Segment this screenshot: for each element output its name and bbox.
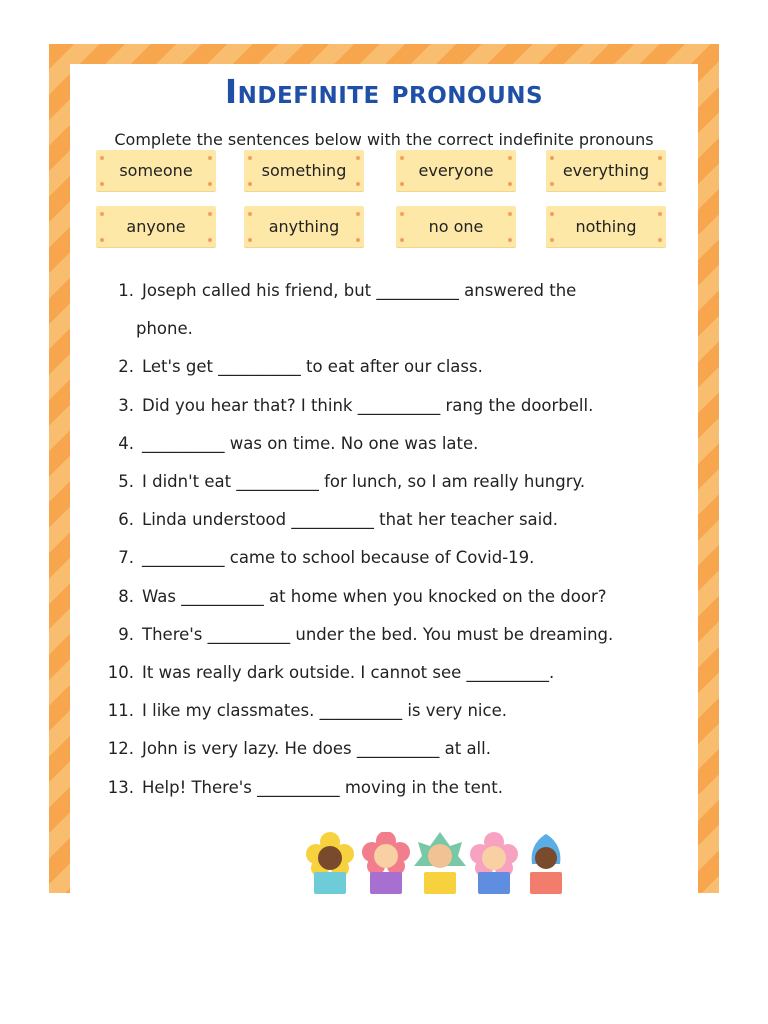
question-text: Was __________ at home when you knocked on the door? bbox=[142, 586, 607, 606]
question-list bbox=[92, 272, 682, 807]
word-card: someone bbox=[96, 150, 216, 191]
question-text: Did you hear that? I think __________ rang the doorbell. bbox=[142, 395, 594, 415]
word-card: no one bbox=[396, 206, 516, 247]
question-number: 4. bbox=[118, 433, 134, 453]
question-number: 2. bbox=[118, 357, 134, 377]
question-text: __________ came to school because of Covid-19. bbox=[142, 548, 535, 568]
flower-blue-icon bbox=[530, 834, 562, 894]
question-number: 6. bbox=[118, 510, 134, 530]
question-number: 13. bbox=[107, 777, 134, 797]
question-item bbox=[92, 348, 682, 386]
flower-pink-icon bbox=[362, 832, 410, 894]
question-item bbox=[92, 692, 682, 730]
question-number: 10. bbox=[107, 663, 134, 683]
question-item bbox=[92, 578, 682, 616]
question-text-continued: phone. bbox=[136, 319, 193, 339]
word-card: nothing bbox=[546, 206, 666, 247]
question-text: There's __________ under the bed. You must be dreaming. bbox=[142, 624, 614, 644]
question-item bbox=[92, 501, 682, 539]
flower-green-icon bbox=[414, 832, 466, 894]
question-text: Linda understood __________ that her teacher said. bbox=[142, 510, 558, 530]
worksheet-title: Indefinite pronouns bbox=[224, 72, 544, 111]
word-card: something bbox=[244, 150, 364, 191]
question-number: 1. bbox=[118, 281, 134, 300]
worksheet-sheet bbox=[70, 64, 698, 893]
question-item bbox=[92, 730, 682, 768]
question-text: Joseph called his friend, but __________ answered the bbox=[142, 281, 577, 300]
question-text: It was really dark outside. I cannot see __________. bbox=[142, 663, 555, 683]
question-number: 12. bbox=[107, 739, 134, 759]
word-bank bbox=[96, 150, 672, 250]
question-item bbox=[92, 425, 682, 463]
question-item bbox=[92, 654, 682, 692]
question-number: 8. bbox=[118, 586, 134, 606]
question-number: 9. bbox=[118, 624, 134, 644]
word-card: anyone bbox=[96, 206, 216, 247]
word-card: everything bbox=[546, 150, 666, 191]
question-item bbox=[92, 272, 682, 348]
question-number: 11. bbox=[107, 701, 134, 721]
word-card: everyone bbox=[396, 150, 516, 191]
flower-pot-kids-icon bbox=[300, 832, 570, 894]
question-item bbox=[92, 769, 682, 807]
question-text: I didn't eat __________ for lunch, so I am really hungry. bbox=[142, 472, 586, 492]
question-text: John is very lazy. He does __________ at all. bbox=[142, 739, 491, 759]
question-item bbox=[92, 387, 682, 425]
question-number: 5. bbox=[118, 472, 134, 492]
flower-yellow-icon bbox=[306, 832, 354, 894]
question-text: Let's get __________ to eat after our class. bbox=[142, 357, 483, 377]
question-text: Help! There's __________ moving in the tent. bbox=[142, 777, 503, 797]
question-number: 7. bbox=[118, 548, 134, 568]
question-text: I like my classmates. __________ is very nice. bbox=[142, 701, 507, 721]
worksheet-frame bbox=[49, 44, 719, 893]
question-text: __________ was on time. No one was late. bbox=[142, 433, 479, 453]
word-card: anything bbox=[244, 206, 364, 247]
question-item bbox=[92, 616, 682, 654]
question-number: 3. bbox=[118, 395, 134, 415]
question-item bbox=[92, 539, 682, 577]
question-item bbox=[92, 463, 682, 501]
flower-lightpink-icon bbox=[470, 832, 518, 894]
worksheet-instructions: Complete the sentences below with the correct indefinite pronouns bbox=[114, 130, 654, 149]
